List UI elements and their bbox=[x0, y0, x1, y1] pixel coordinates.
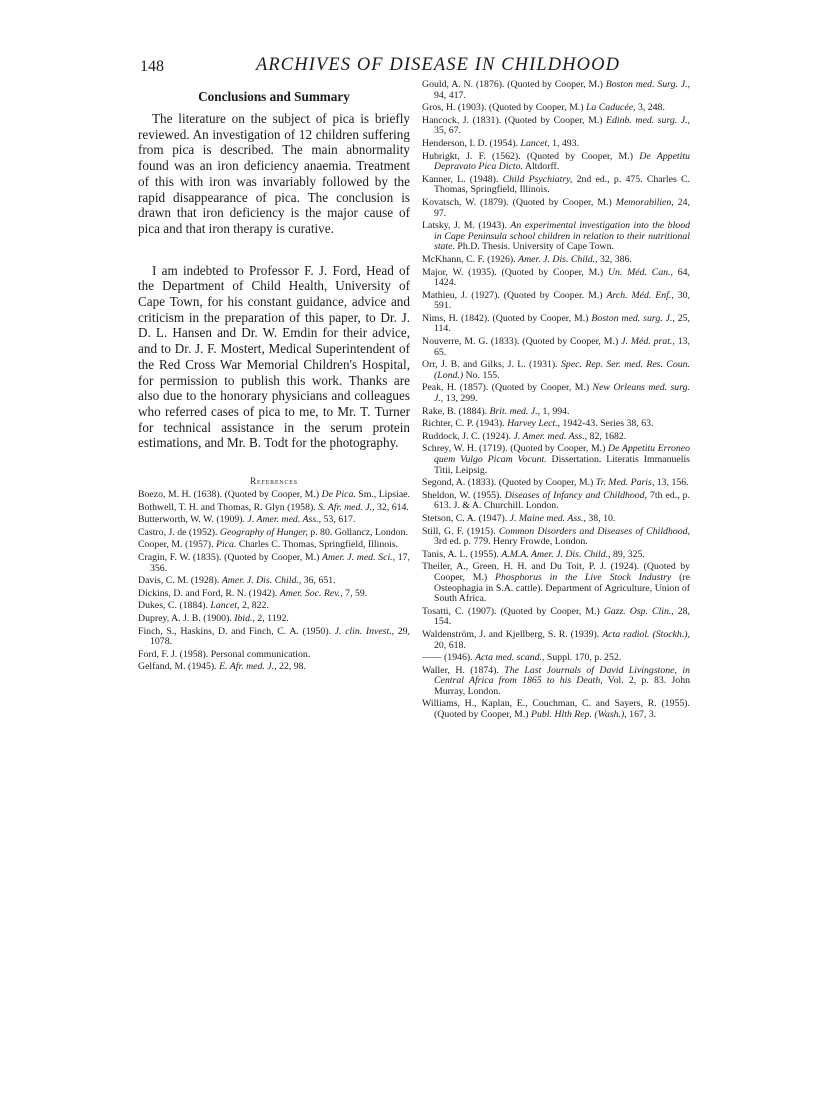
reference-details: Charles C. Thomas, Springfield, Illinois. bbox=[236, 539, 399, 551]
conclusions-text: The literature on the subject of pica is briefly reviewed. An investigation of 12 children suffering from pica is described. The main abnormality found was an iron deficiency anaemia. Treatment of this with iron was invariably followed by the rapid disappearance of pica. The conclusion is drawn that iron deficiency is the major cause of pica and that iron therapy is curative. bbox=[138, 111, 410, 236]
reference-title: S. Afr. med. J., bbox=[318, 501, 375, 513]
acknowledgement-text: I am indebted to Professor F. J. Ford, Head of the Department of Child Health, University of Cape Town, for his constant guidance, advice and criticism in the preparation of this paper, to Dr. J. D. L. Hansen and Dr. W. Emdin for their advice, and to Dr. J. F. Mostert, Medical Superintendent of the Red Cross War Memorial Children's Hospital, for permission to publish this work. Thanks are also due to the honorary physicians and colleagues who referred cases of pica to me, to Mr. T. Turner for technical assistance in the serum protein estimations, and Mr. B. Todt for the photography. bbox=[138, 262, 410, 451]
reference-author: Bothwell, T. H. and Thomas, R. Glyn (1958). bbox=[138, 501, 319, 513]
reference-entry bbox=[138, 589, 410, 600]
reference-author: Nouverre, M. G. (1833). (Quoted by Cooper, M.) bbox=[422, 336, 622, 348]
reference-entry bbox=[138, 528, 410, 539]
page-number: 148 bbox=[140, 58, 164, 75]
reference-details: 17, 356. bbox=[150, 552, 410, 574]
reference-title: Spec. Rep. Ser. med. Res. Coun. (Lond.) bbox=[434, 359, 690, 381]
reference-author: Finch, S., Haskins, D. and Finch, C. A. (1950). bbox=[138, 625, 335, 637]
reference-details: 29, 1078. bbox=[150, 625, 410, 648]
reference-title: Tr. Med. Paris, bbox=[595, 477, 655, 489]
reference-title: Acta med. scand., bbox=[475, 652, 545, 664]
reference-author: —— (1946). bbox=[422, 652, 476, 664]
reference-entry bbox=[422, 383, 690, 404]
conclusions-heading: Conclusions and Summary bbox=[198, 89, 350, 104]
reference-author: Henderson, I. D. (1954). bbox=[422, 137, 521, 149]
reference-entry bbox=[422, 360, 690, 381]
reference-details: 82, 1682. bbox=[587, 430, 627, 442]
reference-title: J. Maine med. Ass., bbox=[509, 512, 586, 524]
reference-details: Dissertation. Literatis Immanuelis Titii, Leipsig. bbox=[434, 454, 690, 476]
reference-entry bbox=[422, 175, 690, 196]
reference-author: Duprey, A. J. B. (1900). bbox=[138, 613, 235, 624]
reference-details: 20, 618. bbox=[434, 639, 466, 651]
reference-author: Richter, C. P. (1943). bbox=[422, 418, 508, 430]
reference-title: Ibid., bbox=[234, 613, 255, 624]
reference-author: Williams, H., Kaplan, E., Couchman, C. and Sayers, R. (1955). (Quoted by Cooper, M.) bbox=[422, 698, 690, 721]
reference-title: The Last Journals of David Livingstone, in Central Africa from 1865 to his Death, bbox=[434, 664, 690, 687]
reference-title: J. clin. Invest., bbox=[334, 625, 395, 637]
reference-entry bbox=[422, 550, 690, 561]
reference-details: 7, 59. bbox=[342, 587, 368, 599]
reference-author: Segond, A. (1833). (Quoted by Cooper, M.) bbox=[422, 477, 596, 489]
reference-details: 22, 98. bbox=[276, 661, 306, 673]
reference-title: Amer. Soc. Rev., bbox=[279, 587, 343, 599]
reference-details: 30, 591. bbox=[434, 289, 690, 312]
reference-details: Vol. 2, p. 83. John Murray, London. bbox=[434, 675, 690, 697]
reference-title: Memorabilien, bbox=[615, 196, 674, 208]
reference-author: Davis, C. M. (1928). bbox=[138, 575, 222, 587]
reference-title: Lancet, bbox=[210, 600, 240, 612]
reference-details: 2, 1192. bbox=[254, 613, 289, 624]
reference-title: De Pica. bbox=[321, 489, 356, 501]
reference-details: 25, 114. bbox=[434, 312, 690, 335]
references-heading: References bbox=[250, 476, 298, 487]
reference-entry bbox=[422, 291, 690, 312]
reference-entry bbox=[138, 503, 410, 514]
reference-details: 32, 386. bbox=[597, 253, 632, 265]
reference-title: Arch. Méd. Enf., bbox=[606, 289, 674, 301]
reference-details: 94, 417. bbox=[434, 89, 466, 101]
reference-details: 13, 299. bbox=[443, 393, 478, 405]
reference-title: New Orleans med. surg. J., bbox=[434, 382, 690, 405]
reference-author: Peak, H. (1857). (Quoted by Cooper, M.) bbox=[422, 382, 593, 394]
reference-title: An experimental investigation into the blood in Cape Peninsula school children in relation to their nutritional state. bbox=[434, 220, 690, 253]
reference-author: Dickins, D. and Ford, R. N. (1942). bbox=[138, 587, 280, 599]
reference-entry bbox=[422, 116, 690, 137]
reference-entry bbox=[138, 601, 410, 612]
reference-author: Dukes, C. (1884). bbox=[138, 600, 211, 612]
reference-title: E. Afr. med. J., bbox=[219, 661, 277, 673]
reference-author: Ruddock, J. C. (1924). bbox=[422, 430, 514, 442]
reference-entry bbox=[422, 491, 690, 512]
reference-author: Schrey, W. H. (1719). (Quoted by Cooper, M.) bbox=[422, 443, 608, 455]
reference-title: J. Amer. med. Ass., bbox=[247, 514, 322, 526]
reference-details: (re Osteophagia in S.A. cattle). Department of Agriculture, Union of South Africa. bbox=[434, 571, 691, 605]
reference-entry bbox=[138, 576, 410, 587]
reference-details: Sm., Lipsiae. bbox=[355, 489, 410, 501]
reference-author: Tanis, A. L. (1955). bbox=[422, 548, 502, 560]
reference-list-right bbox=[422, 80, 690, 721]
reference-title: Lancet, bbox=[520, 137, 550, 149]
right-column bbox=[422, 80, 690, 723]
reference-title: La Caducée, bbox=[585, 102, 636, 114]
reference-details: 7th ed., p. 613. J. & A. Churchill. London. bbox=[434, 489, 690, 512]
reference-entry bbox=[422, 444, 690, 476]
reference-author: McKhann, C. F. (1926). bbox=[422, 253, 519, 265]
reference-entry bbox=[422, 255, 690, 266]
reference-author: Waldenström, J. and Kjellberg, S. R. (1939). bbox=[422, 628, 603, 640]
reference-entry bbox=[422, 221, 690, 253]
reference-details: 1, 994. bbox=[540, 405, 570, 417]
reference-author: Castro, J. de (1952). bbox=[138, 526, 220, 538]
reference-author: Theiler, A., Green, H. H. and Du Toit, P. J. (1924). (Quoted by Cooper, M.) bbox=[422, 561, 690, 583]
reference-details: Ph.D. Thesis. University of Cape Town. bbox=[454, 241, 614, 253]
reference-author: Tosatti, C. (1907). (Quoted by Cooper, M.) bbox=[422, 605, 604, 617]
reference-author: Gelfand, M. (1945). bbox=[138, 661, 220, 673]
reference-details: 2nd ed., p. 475. Charles C. Thomas, Springfield, Illinois. bbox=[434, 173, 690, 196]
reference-details: 13, 156. bbox=[654, 477, 689, 489]
reference-title: J. Amer. med. Ass., bbox=[513, 430, 588, 442]
running-head: ARCHIVES OF DISEASE IN CHILDHOOD bbox=[256, 55, 621, 75]
reference-details: 89, 325. bbox=[610, 548, 645, 560]
reference-author: Waller, H. (1874). bbox=[422, 664, 505, 676]
reference-title: Common Disorders and Diseases of Childhood, bbox=[498, 525, 690, 537]
reference-title: Diseases of Infancy and Childhood, bbox=[504, 489, 648, 501]
reference-title: Harvey Lect., bbox=[507, 418, 561, 430]
reference-entry bbox=[422, 419, 690, 430]
reference-title: Boston med. Surg. J., bbox=[605, 79, 690, 90]
reference-details: 35, 67. bbox=[434, 125, 461, 137]
reference-author: Kanner, L. (1948). bbox=[422, 173, 503, 185]
reference-entry bbox=[422, 80, 690, 101]
reference-entry bbox=[422, 432, 690, 443]
reference-title: Amer. J. Dis. Child., bbox=[221, 575, 302, 587]
reference-title: Gazz. Osp. Clin., bbox=[603, 605, 674, 617]
reference-entry bbox=[422, 630, 690, 651]
reference-entry bbox=[422, 314, 690, 335]
left-column bbox=[138, 89, 410, 675]
reference-title: De Appetitu Erroneo quem Vulgo Picam Vocunt. bbox=[434, 443, 690, 465]
reference-entry bbox=[138, 627, 410, 648]
reference-author: Butterworth, W. W. (1909). bbox=[138, 514, 248, 526]
reference-entry bbox=[422, 527, 690, 548]
reference-entry bbox=[422, 139, 690, 150]
reference-entry bbox=[138, 515, 410, 526]
reference-details: Suppl. 170, p. 252. bbox=[544, 652, 622, 664]
reference-details: 38, 10. bbox=[585, 512, 616, 524]
reference-author: Cooper, M. (1957). bbox=[138, 539, 216, 551]
reference-entry bbox=[422, 198, 690, 219]
reference-details: 64, 1424. bbox=[434, 266, 690, 289]
reference-author: Cragin, F. W. (1835). (Quoted by Cooper, M.) bbox=[138, 552, 323, 564]
reference-entry bbox=[422, 407, 690, 418]
reference-title: Edinb. med. surg. J., bbox=[606, 114, 690, 126]
reference-title: Child Psychiatry, bbox=[502, 173, 573, 185]
reference-entry bbox=[422, 562, 690, 604]
reference-entry bbox=[138, 490, 410, 501]
reference-details: 1, 493. bbox=[549, 137, 580, 149]
reference-details: No. 155. bbox=[463, 369, 500, 381]
reference-title: De Appetitu Depravato Pica Dicto. bbox=[434, 150, 690, 173]
reference-author: Mathieu, J. (1927). (Quoted by Cooper. M.) bbox=[422, 289, 607, 301]
reference-entry bbox=[138, 553, 410, 574]
reference-entry bbox=[422, 152, 690, 173]
reference-entry bbox=[422, 337, 690, 358]
reference-title: Amer. J. Dis. Child., bbox=[518, 253, 598, 265]
reference-details: 13, 65. bbox=[434, 336, 690, 358]
reference-title: Publ. Hlth Rep. (Wash.), bbox=[531, 709, 627, 721]
reference-entry bbox=[138, 650, 410, 661]
reference-author: Kovatsch, W. (1879). (Quoted by Cooper, M.) bbox=[422, 196, 616, 208]
reference-details: 53, 617. bbox=[321, 514, 356, 526]
reference-details: 36, 651. bbox=[301, 575, 336, 587]
reference-list-left bbox=[138, 490, 410, 673]
reference-title: Phosphorus in the Live Stock Industry bbox=[494, 571, 672, 583]
reference-entry bbox=[422, 666, 690, 698]
reference-title: Geography of Hunger, bbox=[219, 526, 308, 538]
reference-details: Altdorff. bbox=[522, 161, 560, 173]
reference-details: 32, 614. bbox=[374, 501, 409, 513]
reference-entry bbox=[422, 478, 690, 489]
reference-title: Amer. J. med. Sci., bbox=[322, 552, 396, 564]
reference-entry bbox=[422, 699, 690, 720]
reference-author: Stetson, C. A. (1947). bbox=[422, 512, 510, 524]
reference-author: Gould, A. N. (1876). (Quoted by Cooper, M.) bbox=[422, 79, 606, 90]
reference-title: Acta radiol. (Stockh.), bbox=[602, 628, 690, 640]
reference-author: Still, G. F. (1915). bbox=[422, 525, 499, 537]
reference-entry bbox=[138, 614, 410, 625]
reference-entry bbox=[422, 607, 690, 628]
reference-author: Hubrigkt, J. F. (1562). (Quoted by Cooper, M.) bbox=[422, 150, 640, 162]
reference-title: Boston med. surg. J., bbox=[591, 312, 675, 324]
reference-entry bbox=[422, 514, 690, 525]
reference-author: Sheldon, W. (1955). bbox=[422, 489, 505, 501]
reference-details: 2, 822. bbox=[239, 600, 269, 612]
reference-entry bbox=[138, 540, 410, 551]
reference-details: p. 80. Gollancz, London. bbox=[307, 526, 408, 538]
reference-details: 24, 97. bbox=[434, 196, 690, 219]
reference-details: 3rd ed. p. 779. Henry Frowde, London. bbox=[434, 536, 588, 548]
reference-author: Ford, F. J. (1958). Personal communication. bbox=[138, 648, 311, 660]
reference-entry bbox=[422, 103, 690, 114]
reference-author: Rake, B. (1884). bbox=[422, 405, 490, 417]
reference-title: Un. Méd. Can., bbox=[607, 266, 673, 278]
reference-details: 3, 248. bbox=[635, 102, 665, 114]
reference-author: Orr, J. B. and Gilks, J. L. (1931). bbox=[422, 359, 562, 371]
reference-details: 1942-43. Series 38, 63. bbox=[560, 418, 654, 430]
reference-author: Gros, H. (1903). (Quoted by Cooper, M.) bbox=[422, 102, 586, 114]
reference-author: Nims, H. (1842). (Quoted by Cooper, M.) bbox=[422, 312, 592, 324]
reference-title: A.M.A. Amer. J. Dis. Child., bbox=[501, 548, 611, 560]
reference-author: Hancock, J. (1831). (Quoted by Cooper, M.) bbox=[422, 114, 607, 126]
reference-entry bbox=[138, 662, 410, 673]
reference-author: Boezo, M. H. (1638). (Quoted by Cooper, M.) bbox=[138, 489, 322, 501]
reference-entry bbox=[422, 268, 690, 289]
reference-author: Major, W. (1935). (Quoted by Cooper, M.) bbox=[422, 266, 608, 278]
reference-details: 28, 154. bbox=[434, 605, 690, 628]
reference-author: Latsky, J. M. (1943). bbox=[422, 220, 511, 232]
reference-title: Pica. bbox=[215, 539, 237, 551]
reference-title: J. Méd. prat., bbox=[621, 336, 675, 348]
reference-title: Brit. med. J., bbox=[489, 405, 541, 417]
reference-entry bbox=[422, 653, 690, 664]
reference-details: 167, 3. bbox=[626, 709, 657, 721]
